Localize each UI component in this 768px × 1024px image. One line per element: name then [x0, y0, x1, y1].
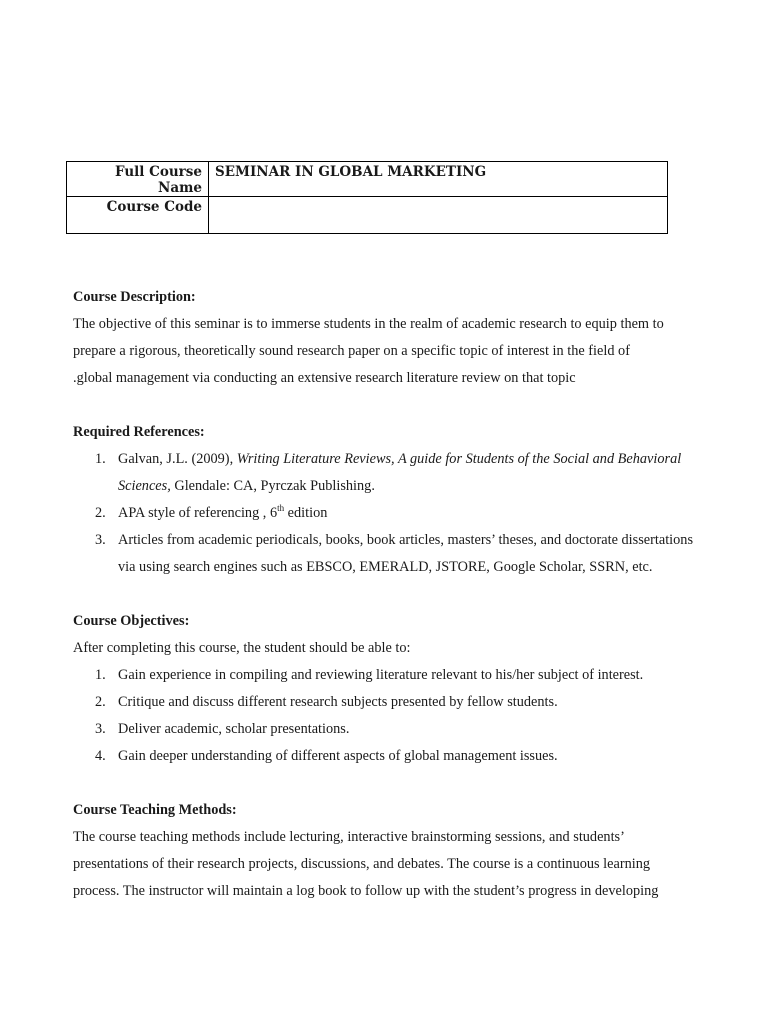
- description-line: The objective of this seminar is to immerse students in the realm of academic research to equip them to: [73, 316, 664, 332]
- objectives-intro: After completing this course, the student should be able to:: [73, 640, 411, 656]
- description-line: prepare a rigorous, theoretically sound research paper on a specific topic of interest in the field of: [73, 343, 630, 359]
- list-number: 3.: [95, 532, 106, 548]
- course-name-row: [67, 162, 668, 197]
- course-info-table: [66, 161, 668, 234]
- list-item: [73, 716, 713, 743]
- list-number: 4.: [95, 748, 106, 764]
- course-code-value: [209, 197, 668, 234]
- course-objectives-heading: Course Objectives:: [73, 613, 190, 629]
- list-number: 2.: [95, 505, 106, 521]
- list-number: 2.: [95, 694, 106, 710]
- objective-text: Gain experience in compiling and reviewing literature relevant to his/her subject of interest.: [118, 667, 644, 683]
- teaching-line: The course teaching methods include lecturing, interactive brainstorming sessions, and students’: [73, 829, 625, 845]
- reference-text: Articles from academic periodicals, books, book articles, masters’ theses, and doctorate dissertations via using search engines such as EBSCO, EMERALD, JSTORE, Google Scholar, SSRN, etc.: [118, 532, 694, 575]
- reference-text: Galvan, J.L. (2009),: [118, 451, 237, 467]
- required-references-heading: Required References:: [73, 424, 205, 440]
- reference-text: APA style of referencing , 6: [118, 505, 278, 521]
- reference-title: Writing Literature Reviews, A guide for Students of the Social and Behavioral Sciences,: [118, 451, 682, 494]
- objective-text: Critique and discuss different research subjects presented by fellow students.: [118, 694, 558, 710]
- references-list: [73, 446, 713, 581]
- list-item: [73, 689, 713, 716]
- list-item: [73, 446, 713, 500]
- teaching-methods-heading: Course Teaching Methods:: [73, 802, 237, 818]
- description-line: .global management via conducting an extensive research literature review on that topic: [73, 370, 576, 386]
- course-code-label: Course Code: [67, 197, 209, 234]
- objective-text: Gain deeper understanding of different aspects of global management issues.: [118, 748, 558, 764]
- reference-edition: edition: [284, 505, 328, 521]
- list-item: [73, 743, 713, 770]
- list-item: [73, 500, 713, 527]
- document-body: [73, 284, 713, 905]
- teaching-line: presentations of their research projects, discussions, and debates. The course is a continuous learning: [73, 856, 651, 872]
- course-name-value: SEMINAR IN GLOBAL MARKETING: [209, 162, 668, 197]
- course-name-label: Full Course Name: [67, 162, 209, 197]
- reference-publisher: Glendale: CA, Pyrczak Publishing.: [170, 478, 375, 494]
- course-description-heading: Course Description:: [73, 289, 196, 305]
- course-code-row: [67, 197, 668, 234]
- list-number: 1.: [95, 451, 106, 467]
- list-item: [73, 527, 713, 581]
- ordinal-suffix: th: [277, 503, 285, 514]
- objective-text: Deliver academic, scholar presentations.: [118, 721, 350, 737]
- objectives-list: [73, 662, 713, 770]
- list-item: [73, 662, 713, 689]
- list-number: 3.: [95, 721, 106, 737]
- list-number: 1.: [95, 667, 106, 683]
- teaching-line: process. The instructor will maintain a log book to follow up with the student’s progress in developing: [73, 883, 659, 899]
